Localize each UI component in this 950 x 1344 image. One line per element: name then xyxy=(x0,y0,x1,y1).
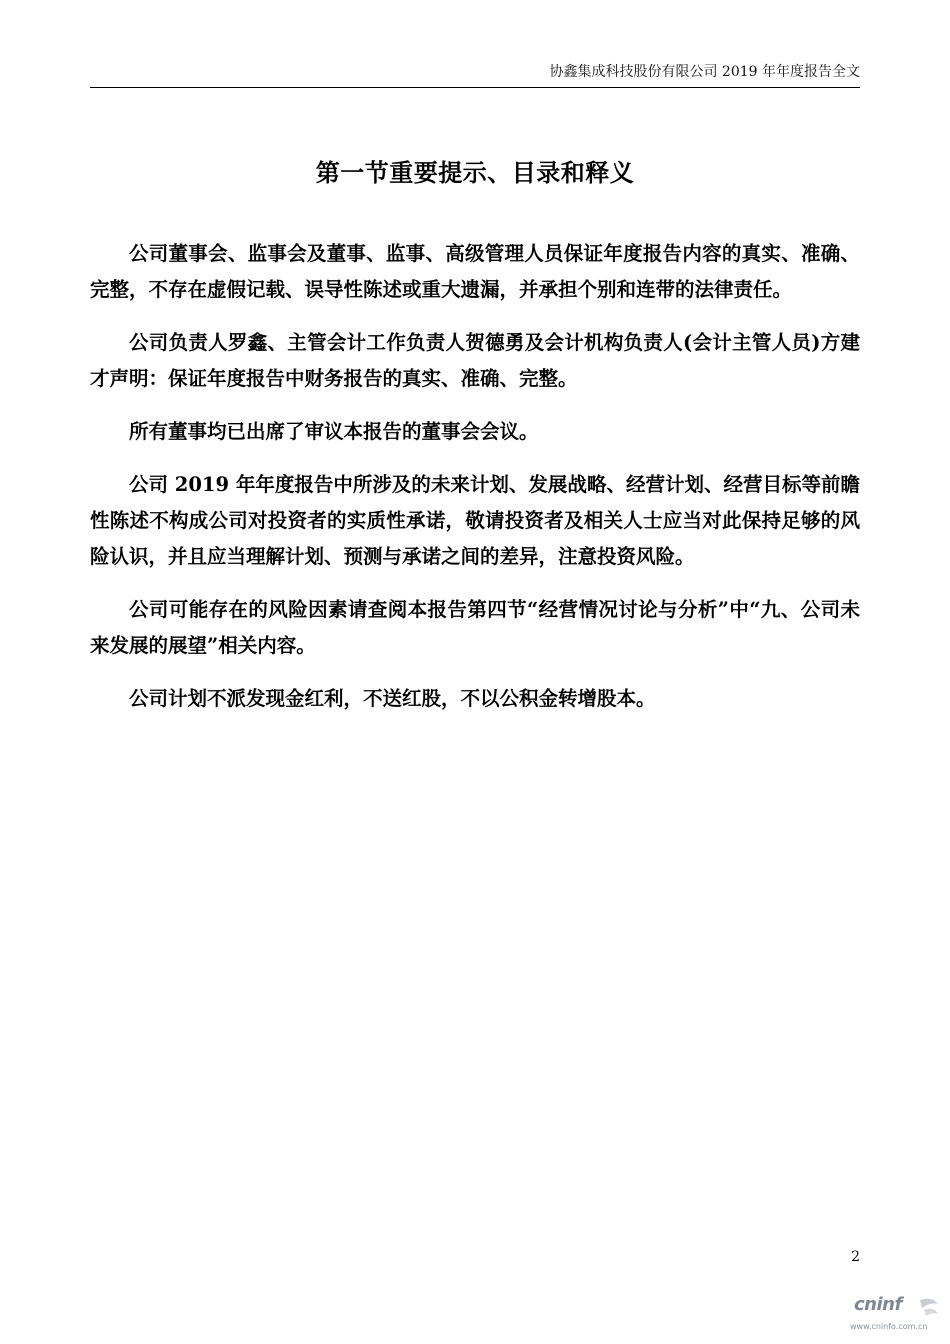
running-header: 协鑫集成科技股份有限公司 2019 年年度报告全文 xyxy=(549,64,860,80)
section-title: 第一节重要提示、目录和释义 xyxy=(315,158,635,187)
paragraph-forward-looking: 公司 2019 年年度报告中所涉及的未来计划、发展战略、经营计划、经营目标等前瞻性陈述不构成公司对投资者的实质性承诺，敬请投资者及相关人士应当对此保持足够的风险认识，并且应当理解计划、预测与承诺之间的差异，注意投资风险。 xyxy=(90,473,860,568)
paragraph-responsible-persons: 公司负责人罗鑫、主管会计工作负责人贺德勇及会计机构负责人(会计主管人员)方建才声明：保证年度报告中财务报告的真实、准确、完整。 xyxy=(90,331,861,390)
paragraph-risk-factors: 公司可能存在的风险因素请查阅本报告第四节“经营情况讨论与分析”中“九、公司未来发展的展望”相关内容。 xyxy=(90,598,860,657)
paragraph-dividend-plan: 公司计划不派发现金红利，不送红股，不以公积金转增股本。 xyxy=(129,687,656,710)
cninfo-url-text: www.cninfo.com.cn xyxy=(850,1322,928,1331)
paragraph-board-guarantee: 公司董事会、监事会及董事、监事、高级管理人员保证年度报告内容的真实、准确、完整，不存在虚假记载、误导性陈述或重大遗漏，并承担个别和连带的法律责任。 xyxy=(90,242,860,301)
cninfo-watermark xyxy=(850,1294,940,1336)
document-body xyxy=(90,236,860,734)
header-divider xyxy=(90,87,860,88)
cninfo-brand-text: cninf xyxy=(854,1294,902,1315)
page-number: 2 xyxy=(851,1249,860,1265)
paragraph-directors-attendance: 所有董事均已出席了审议本报告的董事会会议。 xyxy=(129,420,539,443)
